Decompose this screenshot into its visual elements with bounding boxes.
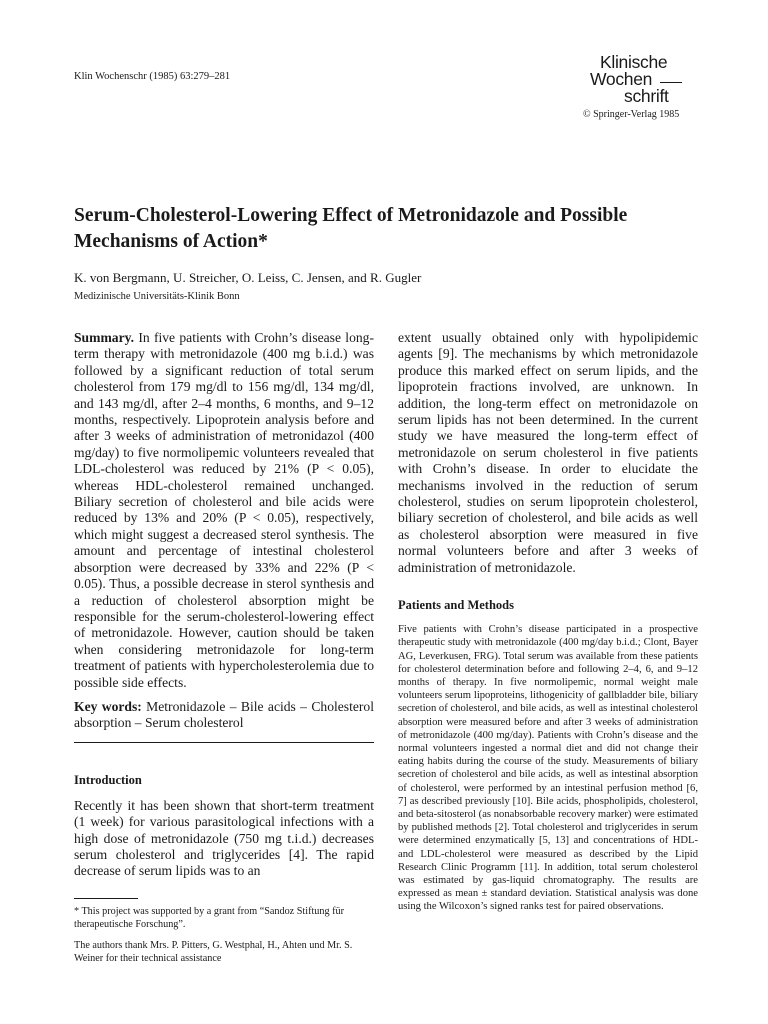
article-title: Serum-Cholesterol-Lowering Effect of Metronidazole and Possible Mechanisms of Action* bbox=[74, 205, 628, 252]
introduction-heading: Introduction bbox=[74, 772, 142, 787]
footnotes bbox=[74, 898, 374, 965]
introduction-text-right: extent usually obtained only with hypolipidemic agents [9]. The mechanisms by which metronidazole produce this marked effect on serum lipids, and the lipoprotein fractions involved, are unknown. In addition, the long-term effect on metronidazole on serum lipids has not been determined. In the current study we have measured the long-term effect of metronidazole on serum cholesterol in five patients with Crohn’s disease. In order to elucidate the mechanisms involved in the reduction of serum cholesterol, studies on serum lipoprotein cholesterol, biliary secretion of cholesterol, and bile acids as well as cholesterol absorption were measured in five normal volunteers before and after 3 weeks of administration of metronidazole. bbox=[398, 330, 698, 575]
keywords-text: Metronidazole – Bile acids – Cholesterol absorption – Serum cholesterol bbox=[74, 698, 375, 731]
journal-logo bbox=[586, 54, 706, 105]
journal-citation: Klin Wochenschr (1985) 63:279–281 bbox=[74, 71, 231, 82]
funding-footnote: * This project was supported by a grant from “Sandoz Stiftung für therapeutische Forschung”. bbox=[74, 906, 345, 930]
article-authors: K. von Bergmann, U. Streicher, O. Leiss, C. Jensen, and R. Gugler bbox=[74, 270, 422, 285]
summary-paragraph bbox=[74, 330, 374, 691]
acknowledgement-note: The authors thank Mrs. P. Pitters, G. Westphal, H., Ahten und Mr. S. Weiner for their technical assistance bbox=[74, 940, 353, 964]
right-column bbox=[398, 330, 698, 914]
keywords-paragraph bbox=[74, 699, 374, 732]
left-column bbox=[74, 330, 374, 880]
section-divider bbox=[74, 742, 374, 743]
author-affiliation: Medizinische Universitäts-Klinik Bonn bbox=[74, 291, 240, 302]
keywords-label: Key words: bbox=[74, 698, 142, 714]
logo-line-2: Wochen bbox=[586, 71, 706, 88]
summary-label: Summary. bbox=[74, 330, 135, 345]
summary-text: In five patients with Crohn’s disease long-term therapy with metronidazole (400 mg b.i.d.) was followed by a significant reduction of total serum cholesterol from 179 mg/dl to 156 mg/dl, 134 mg/dl, and 143 mg/dl, after 2–4 months, 6 months, and 9–12 months, respectively. Lipoprotein analysis before and after 3 weeks of administration of metronidazol (400 mg/day) to five normolipemic volunteers revealed that LDL-cholesterol was reduced by 21% (P < 0.05), whereas HDL-cholesterol remained unchanged. Biliary secretion of cholesterol and bile acids were reduced by 13% and 20% (P < 0.05), respectively, which might suggest a decreased sterol synthesis. The amount and percentage of intestinal cholesterol absorption were decreased by 33% and 22% (P < 0.05). Thus, a possible decrease in sterol synthesis and a reduction of cholesterol absorption might be responsible for the serum-cholesterol-lowering effect of metronidazole. However, caution should be taken when considering metronidazole for long-term treatment of patients with hypercholesterolemia due to possible side effects. bbox=[74, 330, 374, 690]
logo-line-1: Klinische bbox=[600, 52, 668, 72]
introduction-text-left: Recently it has been shown that short-term treatment (1 week) for various parasitological infections with a high dose of metronidazole (750 mg t.i.d.) decreases serum cholesterol and triglycerides [4]. The rapid decrease of serum lipids was to an bbox=[74, 797, 374, 879]
copyright-notice: © Springer-Verlag 1985 bbox=[583, 109, 680, 120]
footnote-rule bbox=[74, 898, 138, 899]
logo-line-3: schrift bbox=[624, 86, 669, 106]
methods-text: Five patients with Crohn’s disease participated in a prospective therapeutic study with metronidazole (400 mg/day b.i.d.; Clont, Bayer AG, Leverkusen, FRG). Total serum was available from these patients for cholesterol determination before and following 2–4, 6, and 9–12 months of therapy. In five normolipemic, normal weight male volunteers serum lipoproteins, lithogenicity of gallbladder bile, biliary secretion of cholesterol, and bile acids, as well as intestinal cholesterol absorption were measured before and after 3 weeks of administration of metronidazole (400 mg/day). Patients with Crohn’s disease and the normal volunteers ingested a normal diet and did not change their eating habits during the course of the study. Measurements of biliary secretion of cholesterol and bile acids, as well as intestinal absorption of cholesterol, were performed by an intestinal perfusion method [6, 7] as described previously [10]. Bile acids, phospholipids, cholesterol, and beta-sitosterol (as nonabsorbable recovery marker) were estimated by published methods [2]. Total cholesterol and triglycerides in serum were determined enzymatically [5, 13] and concentrations of HDL- and LDL-cholesterol were measured as described by the Lipid Research Clinic Programm [11]. In addition, total serum cholesterol was estimated by gas-liquid chromatography. The results are expressed as mean ± standard deviation. Statistical analysis was done using the Wilcoxon’s signed ranks test for paired observations. bbox=[398, 624, 698, 913]
methods-heading: Patients and Methods bbox=[398, 598, 514, 613]
